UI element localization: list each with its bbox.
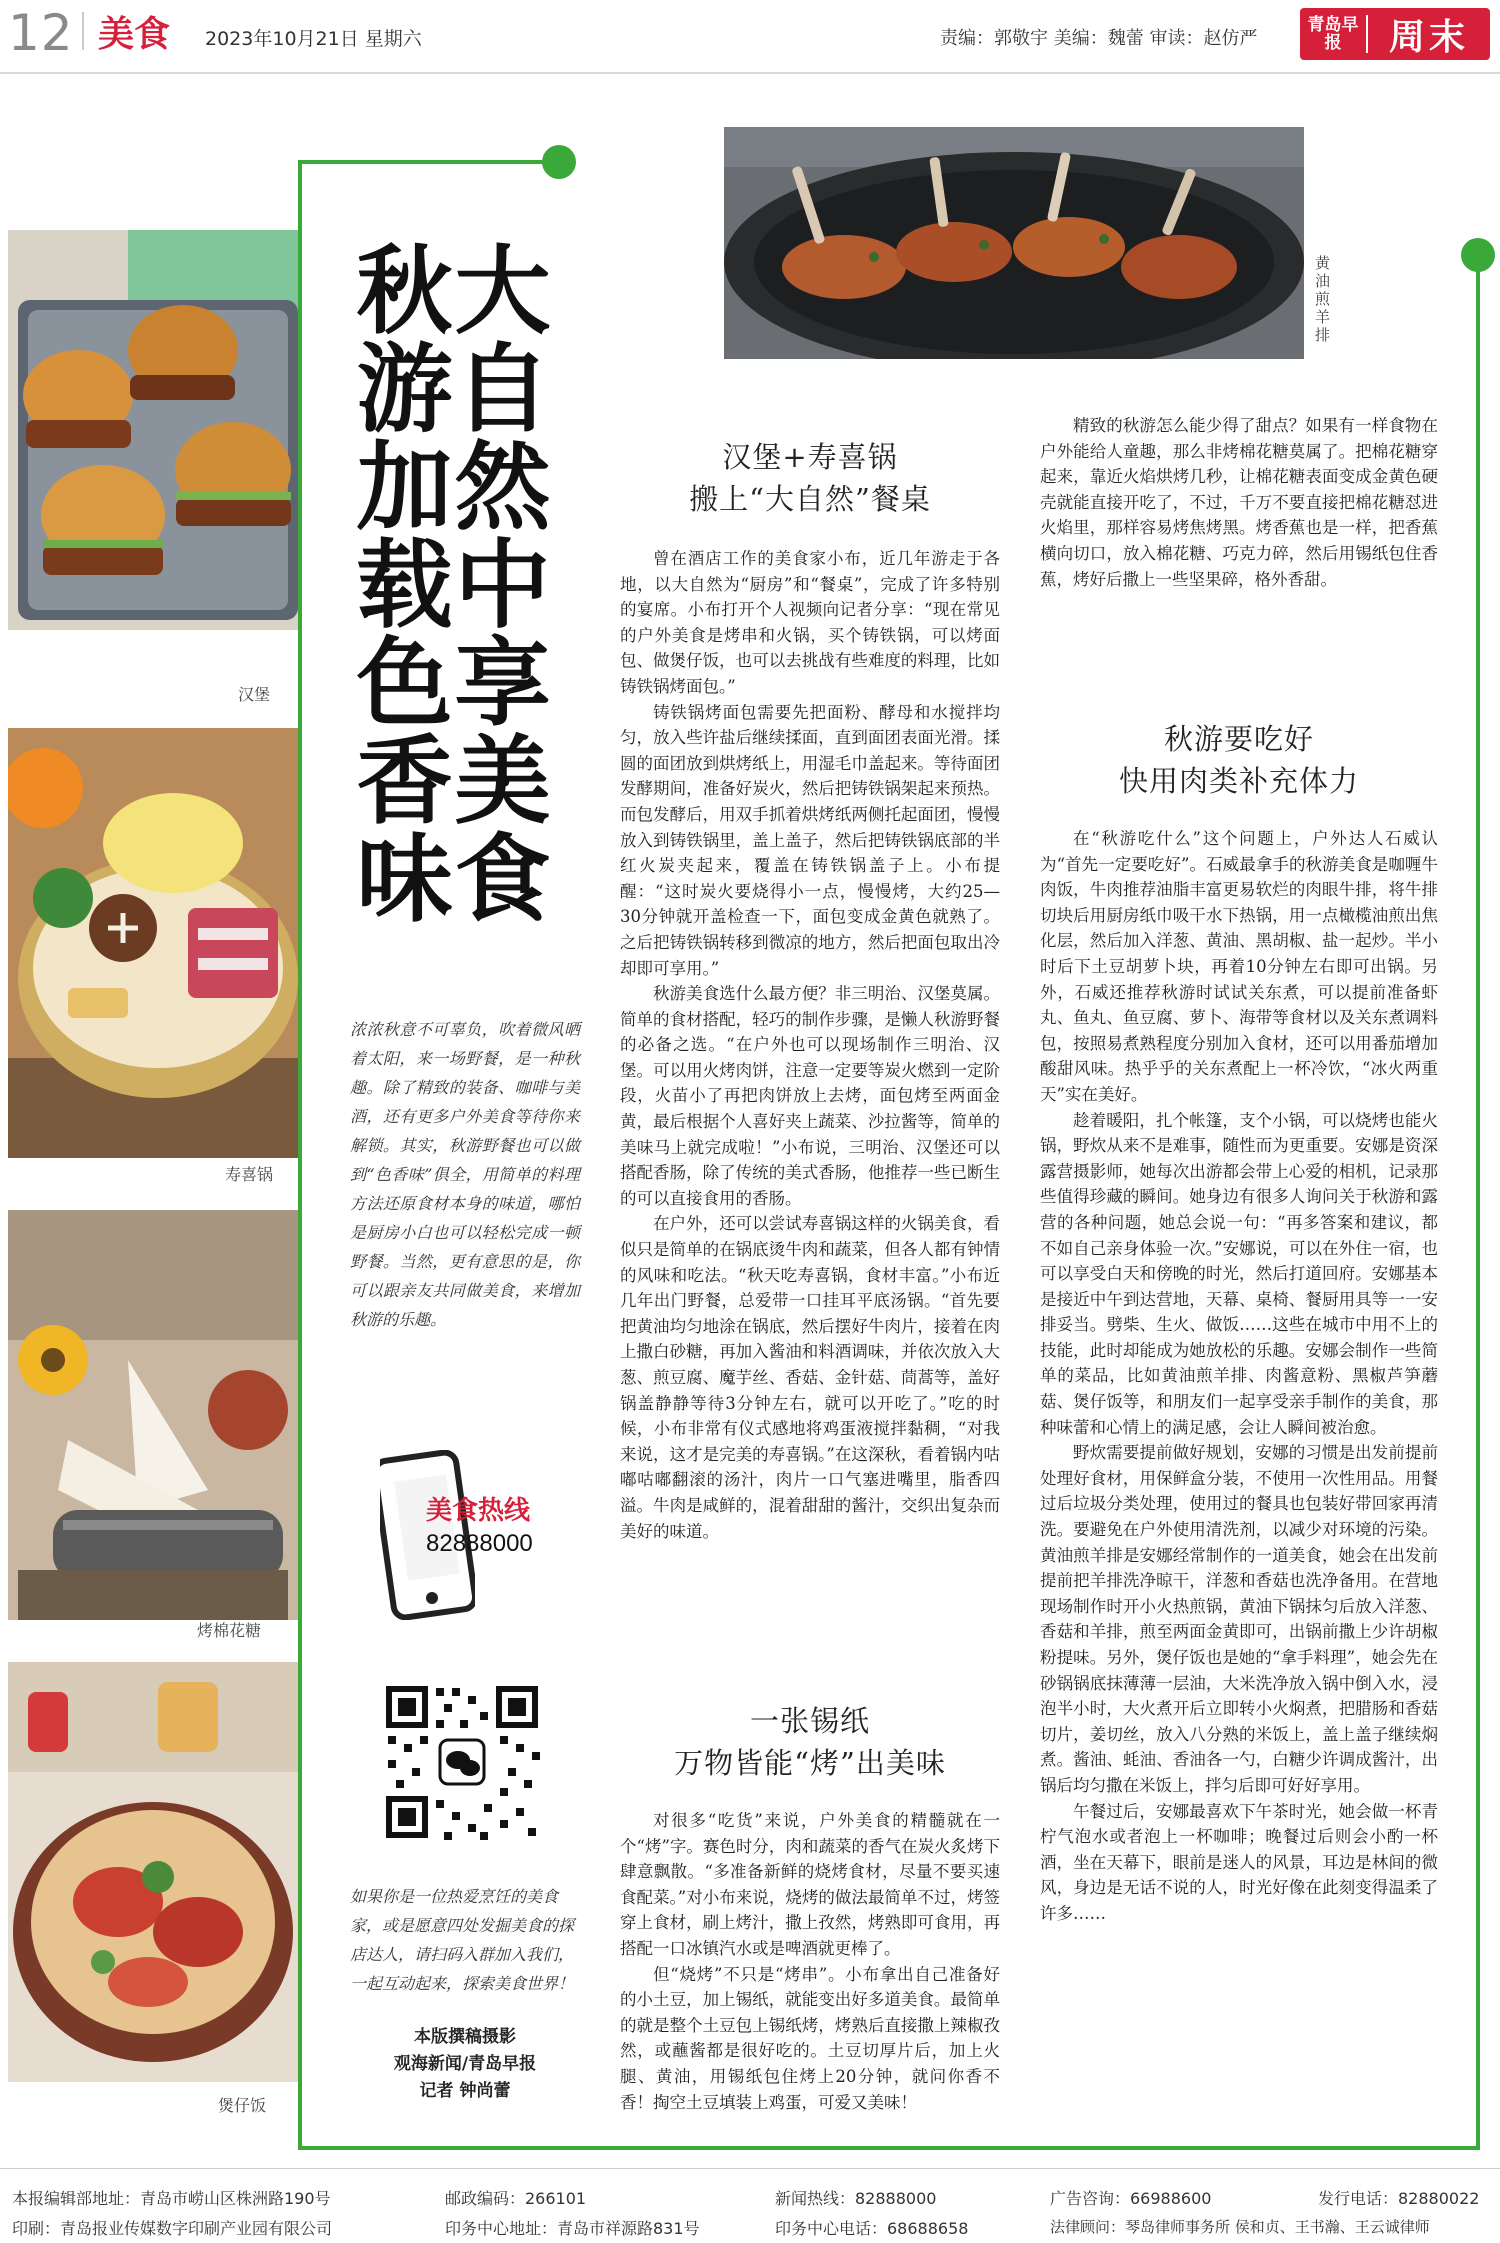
editor-credits: 责编：郭敬宇 美编：魏蕾 审读：赵仿严	[940, 28, 1258, 49]
lamb-chop-photo	[724, 127, 1304, 359]
section2-paragraph: 但“烧烤”不只是“烤串”。小布拿出自己准备好的小土豆，加上锡纸，就能变出好多道美食。最简单的就是整个土豆包上锡纸烤，烤熟后直接撒上辣椒孜然，或蘸酱都是很好吃的。土豆切厚片后，加上火腿、黄油，用锡纸包住烤上20分钟，就问你香不香！掏空土豆填装上鸡蛋，可爱又美味！	[620, 1964, 1000, 2112]
headline	[341, 240, 551, 1000]
headline-line1: 大自然中享美食	[439, 240, 551, 926]
byline-line3: 记者 钟尚蕾	[419, 2081, 511, 2101]
sukiyaki-caption: 寿喜锅	[225, 1165, 274, 1184]
hotline-label: 美食热线	[426, 1496, 531, 1526]
burger-photo	[8, 230, 298, 630]
section1-paragraph: 在户外，还可以尝试寿喜锅这样的火锅美食，看似只是简单的在锅底烫牛肉和蔬菜，但各人都有钟情的风味和吃法。“秋天吃寿喜锅，食材丰富。”小布近几年出门野餐，总爱带一口挂耳平底汤锅。“首先要把黄油均匀地涂在锅底，然后摆好牛肉片，接着在肉上撒白砂糖，再加入酱油和料酒调味，并依次放入大葱、煎豆腐、魔芋丝、香菇、金针菇、茼蒿等，盖好锅盖静静等待3分钟左右，就可以开吃了。”吃的时候，小布非常有仪式感地将鸡蛋液搅拌黏稠，“对我来说，这才是完美的寿喜锅。”在这深秋，看着锅内咕嘟咕嘟翻滚的汤汁，肉片一口气塞进嘴里，脂香四溢。牛肉是咸鲜的，混着甜甜的酱汁，交织出复杂而美好的味道。	[620, 1214, 1000, 1541]
hotline-number: 82888000	[426, 1530, 533, 1557]
footer-postcode: 邮政编码：266101	[445, 2189, 587, 2208]
logo-weekend: 周末	[1388, 15, 1469, 58]
byline-line2: 观海新闻/青岛早报	[393, 2054, 537, 2074]
frame-dot-top	[542, 145, 576, 179]
footer-printer: 印刷：青岛报业传媒数字印刷产业园有限公司	[12, 2219, 333, 2238]
footer-print-address: 印务中心地址：青岛市祥源路831号	[445, 2219, 700, 2238]
frame-dot-right	[1461, 238, 1495, 272]
frame-top-left	[298, 160, 558, 164]
footer-rule	[0, 2168, 1500, 2169]
section3-body	[1040, 826, 1438, 2126]
byline-line1: 本版撰稿摄影	[414, 2027, 516, 2047]
section1-title-line1: 汉堡+寿喜锅	[722, 440, 898, 474]
hotline-box	[380, 1450, 570, 1630]
footer-address: 本报编辑部地址：青岛市崂山区株洲路190号	[12, 2189, 331, 2208]
footer-news-hotline: 新闻热线：82888000	[775, 2189, 937, 2208]
section3-title-line1: 秋游要吃好	[1163, 722, 1314, 756]
section1-paragraph: 曾在酒店工作的美食家小布，近几年游走于各地，以大自然为“厨房”和“餐桌”，完成了许多特别的宴席。小布打开个人视频向记者分享：“现在常见的户外美食是烤串和火锅，买个铸铁锅，可以烤面包、做煲仔饭，也可以去挑战有些难度的料理，比如铸铁锅烤面包。”	[620, 549, 1000, 696]
frame-right	[1476, 255, 1480, 2150]
section2-paragraph: 精致的秋游怎么能少得了甜点？如果有一样食物在户外能给人童趣，那么非烤棉花糖莫属了。把棉花糖穿起来，靠近火焰烘烤几秒，让棉花糖表面变成金黄色硬壳就能直接开吃了，不过，千万不要直接把棉花糖怼进火焰里，那样容易烤焦烤黑。烤香蕉也是一样，把香蕉横向切口，放入棉花糖、巧克力碎，然后用锡纸包住香蕉，烤好后撒上一些坚果碎，格外香甜。	[1040, 416, 1438, 589]
claypot-caption: 煲仔饭	[218, 2096, 267, 2115]
section3-paragraph: 午餐过后，安娜最喜欢下午茶时光，她会做一杯青柠气泡水或者泡上一杯咖啡；晚餐过后则会小酌一杯酒，坐在天幕下，眼前是迷人的风景，耳边是林间的微风，身边是无话不说的人，时光好像在此刻变得温柔了许多……	[1040, 1801, 1438, 1923]
marshmallow-photo	[8, 1210, 298, 1620]
header-divider	[82, 12, 84, 50]
headline-line2: 秋游加载色香味	[341, 240, 453, 926]
sukiyaki-photo	[8, 728, 298, 1158]
frame-left	[298, 160, 302, 2150]
section1-paragraph: 铸铁锅烤面包需要先把面粉、酵母和水搅拌均匀，放入些许盐后继续揉面，直到面团表面光滑。揉圆的面团放到烘烤纸上，用湿毛巾盖起来。等待面团发酵期间，准备好炭火，然后把铸铁锅架起来预热。而包发酵后，用双手抓着烘烤纸两侧托起面团，慢慢放入到铸铁锅里，盖上盖子，然后把铸铁锅底部的半红火炭夹起来，覆盖在铸铁锅盖子上。小布提醒：“这时炭火要烧得小一点，慢慢烤，大约25—30分钟就开盖检查一下，面包变成金黄色就熟了。之后把铸铁锅转移到微凉的地方，然后把面包取出冷却即可享用。”	[620, 702, 1000, 978]
page-number: 12	[8, 4, 74, 62]
marshmallow-caption: 烤棉花糖	[197, 1621, 262, 1640]
section3-title-line2: 快用肉类补充体力	[1118, 764, 1359, 798]
footer-legal: 法律顾问：琴岛律师事务所 侯和贞、王书瀚、王云诚律师	[1050, 2218, 1430, 2236]
footer-ad-contact: 广告咨询：66988600	[1050, 2189, 1212, 2208]
logo-mark: 青岛早报	[1307, 15, 1359, 53]
section1-title	[620, 436, 1000, 520]
qr-code[interactable]	[382, 1682, 542, 1842]
section2-title-line2: 万物皆能“烤”出美味	[674, 1746, 946, 1780]
section3-title	[1040, 718, 1438, 802]
claypot-photo	[8, 1662, 298, 2082]
burger-caption: 汉堡	[238, 685, 271, 704]
section2-continued	[1040, 413, 1438, 698]
byline	[350, 2024, 580, 2105]
section1-body	[620, 546, 1000, 1681]
section1-paragraph: 秋游美食选什么最方便？非三明治、汉堡莫属。简单的食材搭配，轻巧的制作步骤，是懒人秋游野餐的必备之选。“在户外也可以现场制作三明治、汉堡。可以用火烤肉饼，注意一定要等炭火燃到一定阶段，火苗小了再把肉饼放上去烤，面包烤至两面金黄，最后根据个人喜好夹上蔬菜、沙拉酱等，简单的美味马上就完成啦！”小布说，三明治、汉堡还可以搭配香肠，除了传统的美式香肠，他推荐一些已断生的可以直接食用的香肠。	[620, 984, 1000, 1208]
qr-icon	[382, 1682, 542, 1842]
footer-distribution: 发行电话：82880022	[1318, 2189, 1480, 2208]
section3-paragraph: 趁着暖阳，扎个帐篷，支个小锅，可以烧烤也能火锅，野炊从来不是难事，随性而为更重要。安娜是资深露营摄影师，她每次出游都会带上心爱的相机，记录那些值得珍藏的瞬间。她身边有很多人询问关于秋游和露营的各种问题，她总会说一句：“再多答案和建议，都不如自己亲身体验一次。”安娜说，可以在外住一宿，也可以享受白天和傍晚的时光，然后打道回府。安娜基本是接近中午到达营地，天幕、桌椅、餐厨用具等一一安排妥当。劈柴、生火、做饭……这些在城市中用不上的技能，此时却能成为她放松的乐趣。安娜会制作一些简单的菜品，比如黄油煎羊排、肉酱意粉、黑椒芦笋蘑菇、煲仔饭等，和朋友们一起享受亲手制作的美食，那种味蕾和心情上的满足感，会让人瞬间被治愈。	[1040, 1110, 1438, 1437]
section2-body	[620, 1808, 1000, 2124]
section3-paragraph: 野炊需要提前做好规划，安娜的习惯是出发前提前处理好食材，用保鲜盒分装，不使用一次性用品。用餐过后垃圾分类处理，使用过的餐具也包装好带回家再清洗。要避免在户外使用清洗剂，以减少对环境的污染。黄油煎羊排是安娜经常制作的一道美食，她会在出发前提前把羊排洗净晾干，洋葱和香菇也洗净备用。在营地现场制作时开小火热煎锅，黄油下锅抹匀后放入洋葱、香菇和羊排，煎至两面金黄即可，出锅前撒上少许胡椒粉提味。另外，煲仔饭也是她的“拿手料理”，她会先在砂锅锅底抹薄薄一层油，大米洗净放入锅中倒入水，浸泡半小时，大火煮开后立即转小火焖煮，把腊肠和香菇切片，姜切丝，放入八分熟的米饭上，盖上盖子继续焖煮。酱油、蚝油、香油各一勺，白糖少许调成酱汁，出锅后均匀撒在米饭上，拌匀后即可好好享用。	[1040, 1443, 1438, 1795]
footer-print-phone: 印务中心电话：68688658	[775, 2219, 969, 2238]
header-rule	[0, 72, 1500, 74]
section2-title-line1: 一张锡纸	[749, 1704, 870, 1738]
lead-paragraph: 浓浓秋意不可辜负，吹着微风晒着太阳，来一场野餐，是一种秋趣。除了精致的装备、咖啡与美酒，还有更多户外美食等待你来解锁。其实，秋游野餐也可以做到“色香味”俱全，用简单的料理方法还原食材本身的味道，哪怕是厨房小白也可以轻松完成一顿野餐。当然，更有意思的是，你可以跟亲友共同做美食，来增加秋游的乐趣。	[350, 1020, 580, 1329]
section3-paragraph: 在“秋游吃什么”这个问题上，户外达人石威认为“首先一定要吃好”。石威最拿手的秋游美食是咖喱牛肉饭，牛肉推荐油脂丰富更易软烂的肉眼牛排，将牛排切块后用厨房纸巾吸干水下热锅，用一点橄榄油煎出焦化层，然后加入洋葱、黄油、黑胡椒、盐一起炒。半小时后下土豆胡萝卜块，再着10分钟左右即可出锅。另外，石威还推荐秋游时试试关东煮，可以提前准备虾丸、鱼丸、鱼豆腐、萝卜、海带等食材以及关东煮调料包，按照易煮熟程度分别加入食材，还可以用番茄增加酸甜风味。热乎乎的关东煮配上一杯冷饮，“冰火两重天”实在美好。	[1040, 829, 1438, 1104]
issue-date: 2023年10月21日 星期六	[205, 28, 422, 50]
section-title: 美食	[98, 14, 171, 55]
frame-bottom	[298, 2146, 1480, 2150]
section1-title-line2: 搬上“大自然”餐桌	[689, 482, 931, 516]
qr-description: 如果你是一位热爱烹饪的美食家，或是愿意四处发掘美食的探店达人，请扫码入群加入我们，一起互动起来，探索美食世界！	[350, 1887, 575, 1993]
lamb-chop-caption: 黄油煎羊排	[1313, 255, 1331, 345]
section2-paragraph: 对很多“吃货”来说，户外美食的精髓就在一个“烤”字。赛色时分，肉和蔬菜的香气在炭火炙烤下肆意飘散。“多准备新鲜的烧烤食材，尽量不要买速食配菜。”对小布来说，烧烤的做法最简单不过，烤签穿上食材，刷上烤汁，撒上孜然，烤熟即可食用，再搭配一口冰镇汽水或是啤酒就更棒了。	[620, 1811, 1000, 1958]
newspaper-logo	[1300, 8, 1490, 60]
section2-title	[620, 1700, 1000, 1784]
